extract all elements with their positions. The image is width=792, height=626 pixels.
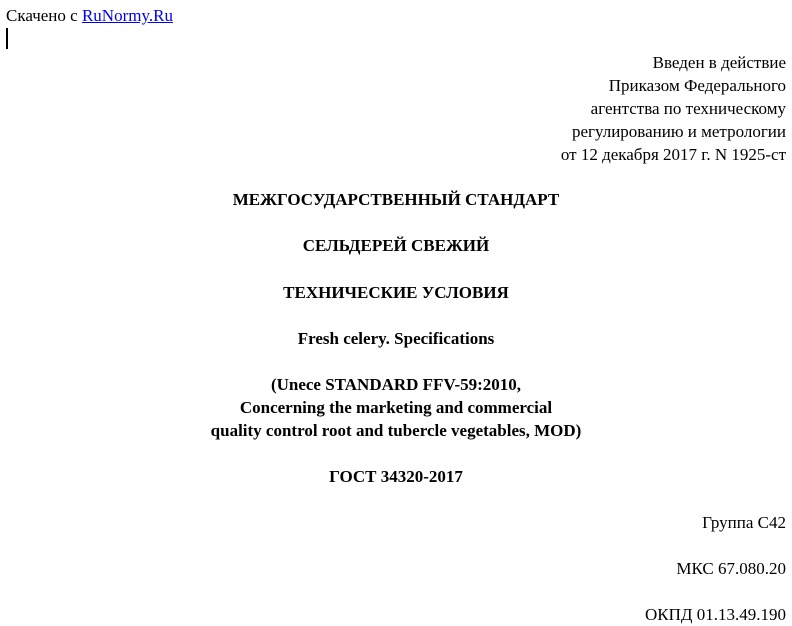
enactment-line: от 12 декабря 2017 г. N 1925-ст: [560, 145, 786, 164]
standard-title: СЕЛЬДЕРЕЙ СВЕЖИЙ: [302, 236, 490, 255]
enactment-line: Введен в действие: [652, 53, 786, 72]
standard-subtitle: ТЕХНИЧЕСКИЕ УСЛОВИЯ: [283, 283, 509, 302]
okpd-code: ОКПД 01.13.49.190: [645, 605, 786, 624]
reference-line: quality control root and tubercle vegetables, MOD): [210, 421, 582, 440]
mks-code: МКС 67.080.20: [676, 559, 786, 578]
standard-code: ГОСТ 34320-2017: [329, 467, 463, 486]
reference-line: Concerning the marketing and commercial: [239, 398, 553, 417]
reference-line: (Unece STANDARD FFV-59:2010,: [270, 375, 522, 394]
source-prefix: Скачено с: [6, 6, 82, 25]
standard-type: МЕЖГОСУДАРСТВЕННЫЙ СТАНДАРТ: [232, 190, 560, 209]
enactment-line: агентства по техническому: [590, 99, 786, 118]
group-code: Группа С42: [702, 513, 786, 532]
text-cursor: [6, 28, 8, 49]
english-title: Fresh celery. Specifications: [297, 329, 495, 348]
enactment-line: регулированию и метрологии: [571, 122, 786, 141]
source-line: [6, 4, 173, 27]
enactment-line: Приказом Федерального: [608, 76, 786, 95]
enactment-block: [561, 51, 786, 166]
runormy-link[interactable]: RuNormy.Ru: [81, 6, 173, 25]
